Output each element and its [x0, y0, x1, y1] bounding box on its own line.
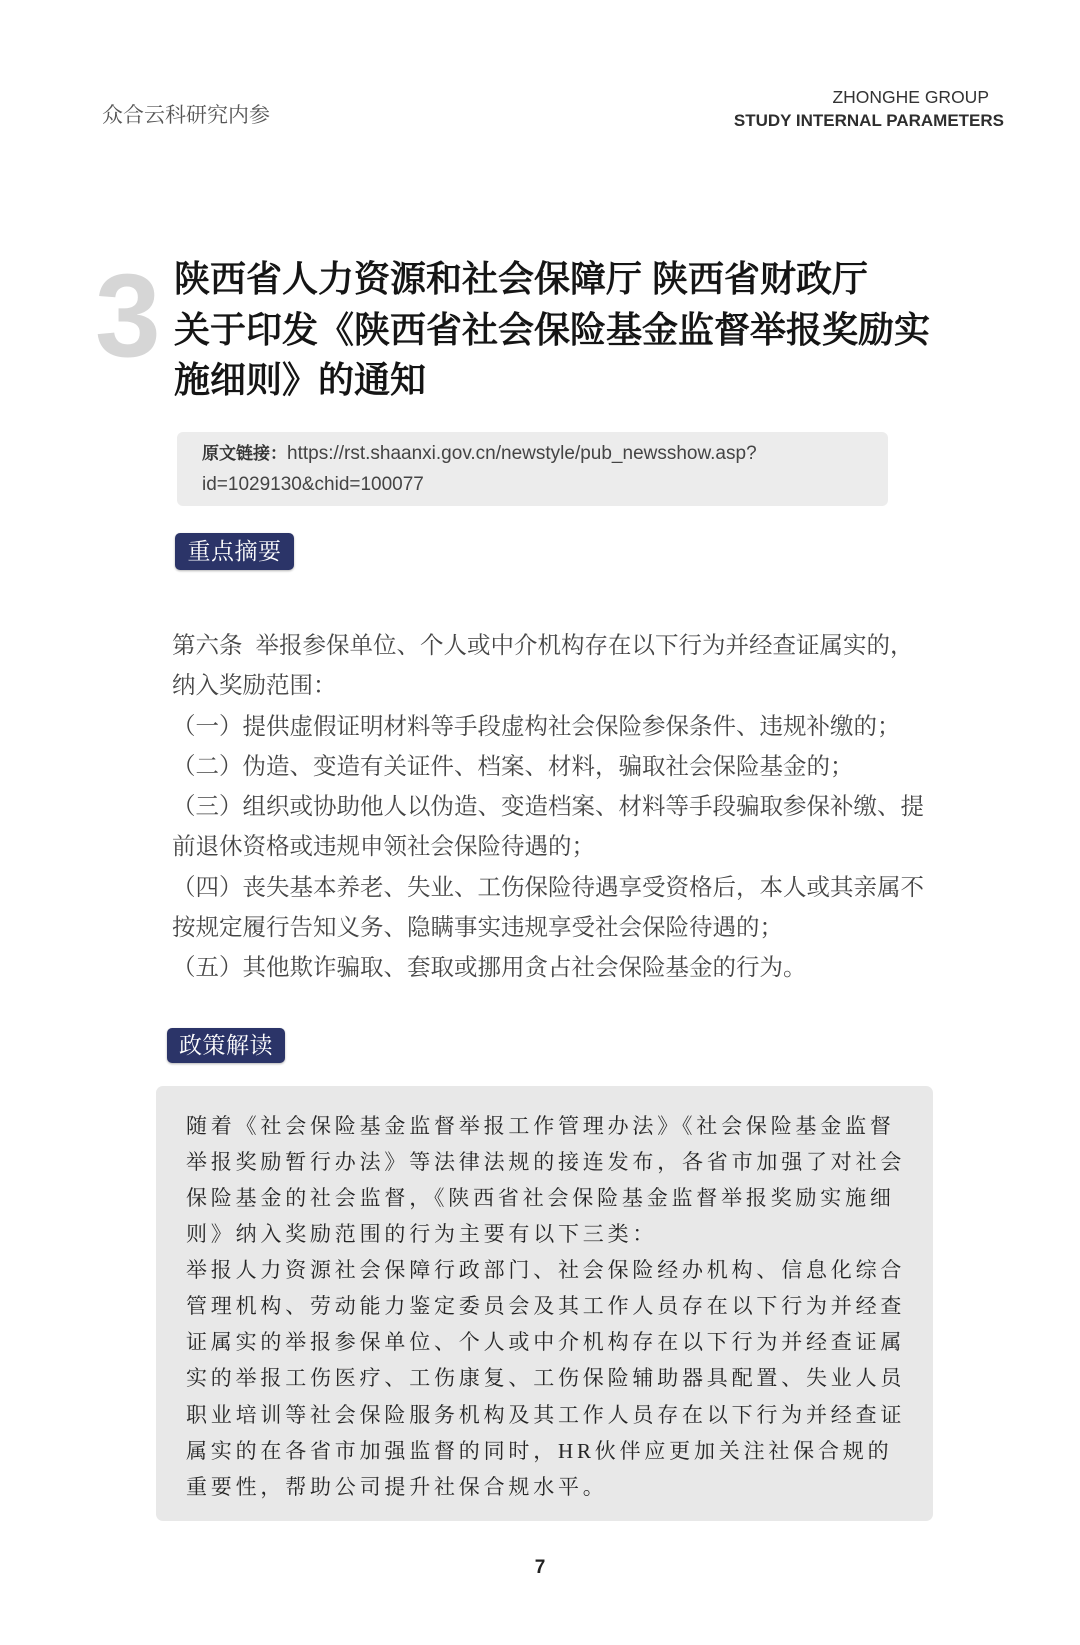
interpretation-line: 属实的在各省市加强监督的同时，HR伙伴应更加关注社保合规的 [186, 1438, 893, 1463]
source-link-url-continued: id=1029130&chid=100077 [202, 473, 424, 495]
summary-line: （四）丧失基本养老、失业、工伤保险待遇享受资格后，本人或其亲属不 [172, 873, 924, 900]
interpretation-line: 证属实的举报参保单位、个人或中介机构存在以下行为并经查证属 [186, 1330, 906, 1355]
interpretation-line: 职业培训等社会保险服务机构及其工作人员存在以下行为并经查证 [186, 1402, 906, 1427]
interpretation-line: 保险基金的社会监督，《陕西省社会保险基金监督举报奖励实施细 [186, 1186, 895, 1211]
brand-tagline: STUDY INTERNAL PARAMETERS [733, 111, 1004, 130]
summary-line: （五）其他欺诈骗取、套取或挪用贪占社会保险基金的行为。 [172, 954, 807, 981]
summary-line: 纳入奖励范围： [172, 672, 337, 699]
source-link-box [177, 432, 888, 506]
interpretation-text [186, 1108, 905, 1505]
interpretation-line: 实的举报工伤医疗、工伤康复、工伤保险辅助器具配置、失业人员 [186, 1366, 906, 1391]
interpretation-line: 随着《社会保险基金监督举报工作管理办法》《社会保险基金监督 [186, 1114, 895, 1138]
interpretation-line: 举报奖励暂行办法》等法律法规的接连发布，各省市加强了对社会 [186, 1150, 906, 1175]
summary-badge: 重点摘要 [175, 533, 294, 570]
summary-line: （二）伪造、变造有关证件、档案、材料，骗取社会保险基金的； [172, 752, 854, 779]
section-number: 3 [95, 250, 161, 382]
summary-line: （一）提供虚假证明材料等手段虚构社会保险参保条件、违规补缴的； [172, 712, 901, 739]
interpretation-line: 举报人力资源社会保障行政部门、社会保险经办机构、信息化综合 [186, 1258, 906, 1283]
brand-name: ZHONGHE GROUP [832, 87, 989, 107]
article-title-line: 施细则》的通知 [174, 359, 427, 400]
summary-line: （三）组织或协助他人以伪造、变造档案、材料等手段骗取参保补缴、提 [172, 793, 924, 820]
article-title [174, 254, 930, 406]
summary-text [172, 625, 924, 988]
source-link-url: https://rst.shaanxi.gov.cn/newstyle/pub_newsshow.asp? [287, 443, 757, 464]
summary-line: 前退休资格或违规申领社会保险待遇的； [172, 833, 595, 860]
interpretation-line: 管理机构、劳动能力鉴定委员会及其工作人员存在以下行为并经查 [186, 1294, 906, 1319]
source-link-label: 原文链接： [202, 444, 287, 463]
article-title-line: 陕西省人力资源和社会保障厅 陕西省财政厅 [174, 258, 869, 299]
interpretation-line: 重要性，帮助公司提升社保合规水平。 [186, 1474, 608, 1499]
publication-title: 众合云科研究内参 [102, 104, 270, 127]
summary-line: 第六条 举报参保单位、个人或中介机构存在以下行为并经查证属实的， [172, 632, 914, 658]
interpretation-badge: 政策解读 [167, 1028, 285, 1063]
source-link-row [202, 439, 888, 470]
summary-line: 按规定履行告知义务、隐瞒事实违规享受社会保险待遇的； [172, 914, 783, 941]
interpretation-box [156, 1086, 933, 1521]
article-title-line: 关于印发《陕西省社会保险基金监督举报奖励实 [174, 308, 931, 350]
page-number: 7 [534, 1557, 546, 1578]
interpretation-line: 则》纳入奖励范围的行为主要有以下三类： [186, 1222, 658, 1247]
